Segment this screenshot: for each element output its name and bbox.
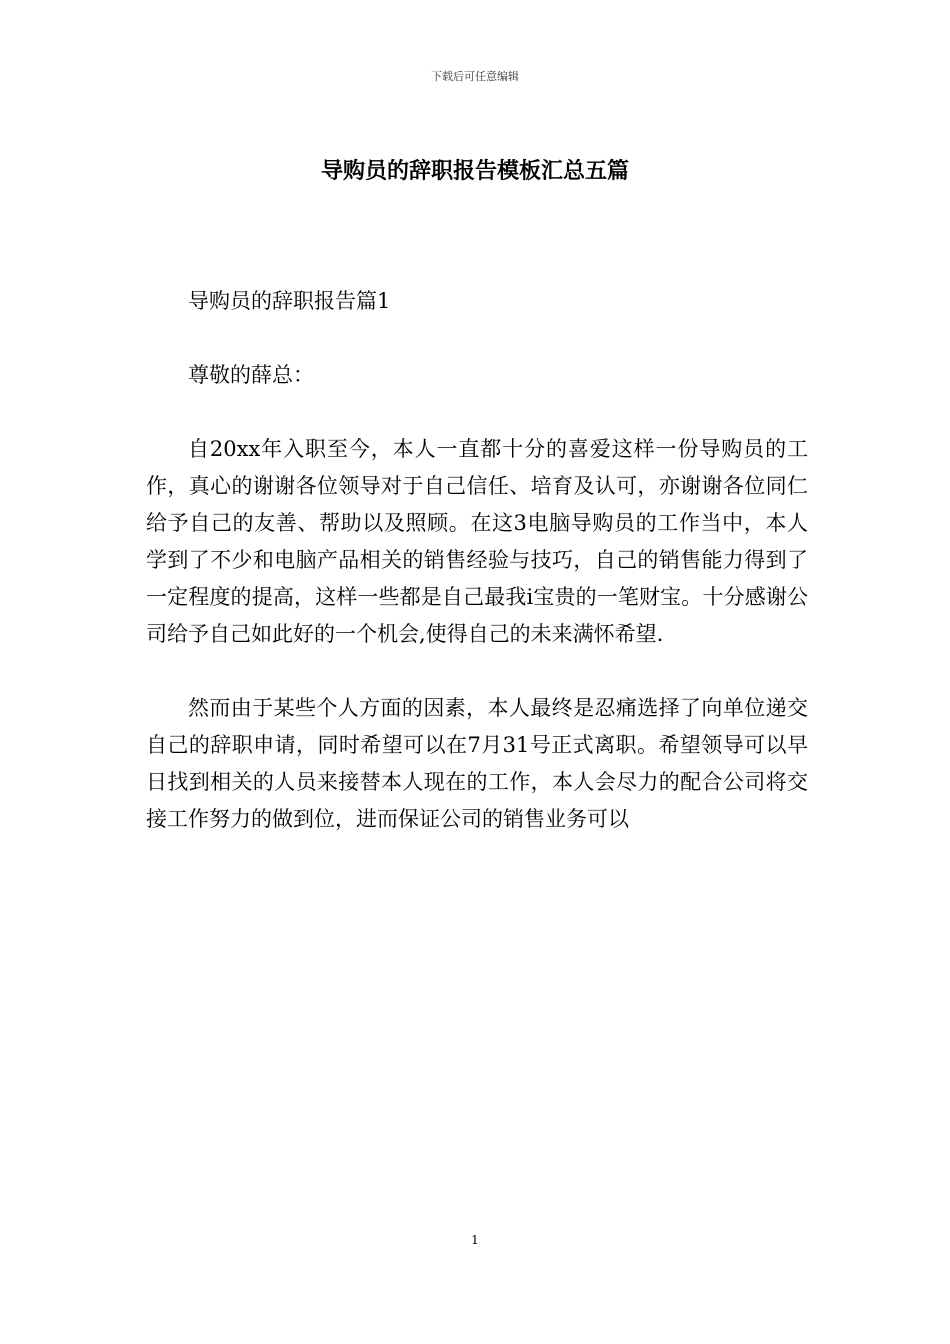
document-title: 导购员的辞职报告模板汇总五篇 xyxy=(320,158,629,184)
body-paragraph-2: 然而由于某些个人方面的因素，本人最终是忍痛选择了向单位递交自己的辞职申请，同时希望可以在7月31号正式离职。希望领导可以早日找到相关的人员来接替本人现在的工作，本人会尽力的配合公司将交接工作努力的做到位，进而保证公司的销售业务可以 xyxy=(146,696,808,831)
header-note: 下载后可任意编辑 xyxy=(431,70,519,83)
body-paragraph-1: 自20xx年入职至今，本人一直都十分的喜爱这样一份导购员的工作，真心的谢谢各位领导对于自己信任、培育及认可，亦谢谢各位同仁给予自己的友善、帮助以及照顾。在这3电脑导购员的工作当中，本人学到了不少和电脑产品相关的销售经验与技巧，自己的销售能力得到了一定程度的提高，这样一些都是自己最我i宝贵的一笔财宝。十分感谢公司给予自己如此好的一个机会,使得自己的未来满怀希望. xyxy=(146,437,808,646)
salutation: 尊敬的薛总： xyxy=(188,363,314,387)
page-number: 1 xyxy=(471,1233,479,1247)
section-heading: 导购员的辞职报告篇1 xyxy=(188,289,391,313)
document-body xyxy=(146,283,808,875)
